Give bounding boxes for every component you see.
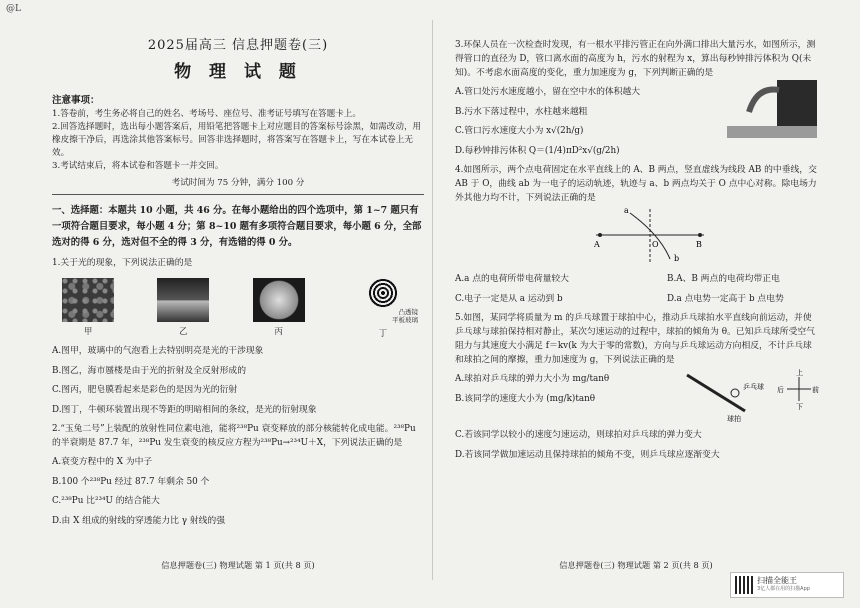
note-item: 2.回答选择题时，选出每小题答案后，用铅笔把答题卡上对应题目的答案标号涂黑，如需改动，用橡皮擦干净后，再选涂其他答案标号。回答非选择题时，将答案写在答题卡上，写在本试卷上无效。 (52, 122, 422, 158)
page-1 (52, 30, 424, 585)
option: A.衰变方程中的 X 为中子 (52, 457, 153, 467)
figure-mirage (157, 278, 209, 339)
qr-code-icon (735, 576, 753, 594)
figure-bubble-glass (62, 278, 114, 339)
question-5-stem: 5.如图，某同学将质量为 m 的乒乓球置于球拍中心，推动乒乓球拍水平直线向前运动，并使乒乓球与球拍保持相对静止，某次匀速运动的过程中，球拍的倾角为 θ。已知乒乓球所受空气阻力与其速度大小满足 f＝kv(k 为大于零的常数)，方向与乒乓球运动方向相反，不计乒乓球和球拍之间的摩擦，重力加速度为 g，下列说法正确的是 (455, 313, 815, 365)
section-instruction: 一、选择题：本题共 10 小题，共 46 分。在每小题给出的四个选项中，第 1~7 题只有一项符合题目要求，每小题 4 分；第 8~10 题有多项符合题目要求，每小题 6 分，全部选对的得 6 分，选对但不全的得 3 分，有选错的得 0 分。 (52, 205, 422, 248)
bubble-image (62, 278, 114, 322)
option: D.a 点电势一定高于 b 点电势 (667, 293, 784, 304)
option: B.图乙，海市蜃楼是由于光的折射及全反射形成的 (52, 365, 246, 376)
exam-subject: 物 理 试 题 (174, 62, 302, 82)
scanner-sub: 3亿人都在用的扫描App (757, 586, 810, 592)
option: D.图丁，牛顿环装置出现不等距的明暗相间的条纹，是光的衍射现象 (52, 404, 317, 415)
option: C.图丙，肥皂膜看起来是彩色的是因为光的衍射 (52, 385, 238, 395)
figure-label: 丁 (378, 328, 388, 338)
option: C.若该同学以较小的速度匀速运动，则球拍对乒乓球的弹力变大 (455, 430, 702, 440)
figure-newton-rings (348, 278, 418, 339)
option: A.a 点的电荷所带电荷量较大 (455, 274, 569, 284)
option: A.图甲，玻璃中的气泡看上去特别明亮是光的干涉现象 (52, 346, 264, 356)
question-1-figures (62, 278, 418, 339)
scanner-stamp (730, 572, 844, 598)
question-4-stem: 4.如图所示，两个点电荷固定在水平直线上的 A、B 两点，竖直虚线为线段 AB 的中垂线，交 AB 于 O，曲线 ab 为一电子的运动轨迹，轨迹与 a、b 两点均关于 O 点中心对称。除电场力外其他力均不计，下列说法正确的是 (455, 165, 817, 203)
question-4-options-row-2 (455, 287, 817, 307)
option: B.该同学的速度大小为 (mg/k)tanθ (455, 393, 596, 404)
exam-title: 2025届高三 信息押题卷(三) (147, 38, 329, 53)
figure-soap-film (253, 278, 305, 339)
page-2-footer: 信息押题卷(三) 物理试题 第 2 页(共 8 页) (559, 560, 713, 570)
figure-label: 甲 (83, 326, 93, 336)
page-1-footer: 信息押题卷(三) 物理试题 第 1 页(共 8 页) (161, 560, 315, 570)
mirage-image (157, 278, 209, 322)
question-4-options-row-1 (455, 267, 817, 287)
point-label-a-upper: A (594, 240, 600, 249)
question-4-figure (455, 205, 817, 267)
figure-label: 丙 (274, 326, 283, 336)
option: A.管口处污水速度越小，留在空中水的体积越大 (455, 87, 641, 97)
point-label-o: O (652, 240, 659, 249)
scanner-stamp-text (757, 576, 810, 594)
option: A.球拍对乒乓球的弹力大小为 mg/tanθ (455, 374, 610, 384)
page-2 (455, 30, 817, 585)
option: D.每秒钟排污体积 Q＝(1/4)πD²x√(g/2h) (455, 145, 620, 156)
notes-heading: 注意事项： (52, 95, 100, 106)
time-info: 考试时间为 75 分钟，满分 100 分 (171, 178, 305, 188)
direction-back: 后 (777, 386, 784, 394)
point-label-a-lower: a (624, 206, 629, 215)
option: C.管口污水速度大小为 x√(2h/g) (455, 126, 584, 136)
scanner-name: 扫描全能王 (757, 576, 797, 585)
note-item: 3.考试结束后，将本试卷和答题卡一并交回。 (52, 161, 224, 171)
option: B.污水下落过程中，水柱越来越粗 (455, 106, 588, 117)
sewage-pipe-figure (727, 80, 817, 142)
glass-label: 平板玻璃 (391, 316, 418, 324)
newton-rings-image (368, 278, 398, 308)
soap-film-image (253, 278, 305, 322)
question-3-stem: 3.环保人员在一次检查时发现，有一根水平排污管正在向外满口排出大量污水，如图所示，测得管口的直径为 D，管口离水面的高度为 h，污水的射程为 x，算出每秒钟排污体积为 Q(未知)。不考虑水面高度的变化，重力加速度为 g，下列判断正确的是 (455, 40, 816, 78)
option: D.由 X 组成的射线的穿透能力比 γ 射线的强 (52, 515, 225, 526)
paddle-label: 球拍 (727, 415, 741, 423)
question-1-stem: 1.关于光的现象，下列说法正确的是 (52, 258, 193, 268)
page-divider (432, 20, 433, 580)
option: C.电子一定是从 a 运动到 b (455, 293, 563, 304)
question-2-stem: 2.“玉兔二号”上装配的放射性同位素电池，能将²³⁸Pu 衰变释放的部分核能转化成电能。²³⁸Pu 的半衰期是 87.7 年，²³⁸Pu 发生衰变的核反应方程为²³⁸Pu→²³⁴U＋X，下列说法正确的是 (52, 424, 416, 448)
figure-label: 乙 (179, 326, 188, 336)
direction-up: 上 (796, 369, 803, 377)
ping-pong-figure (677, 367, 817, 429)
option: D.若该同学做加速运动且保持球拍的倾角不变，则乒乓球应逐渐变大 (455, 449, 720, 460)
divider-line (52, 194, 424, 195)
ball-label: 乒乓球 (743, 383, 764, 391)
note-item: 1.答卷前，考生务必将自己的姓名、考场号、座位号、准考证号填写在答题卡上。 (52, 109, 361, 119)
point-label-b-upper: B (696, 240, 702, 249)
option: B.100 个²³⁸Pu 经过 87.7 年剩余 50 个 (52, 476, 210, 487)
direction-down: 下 (796, 403, 803, 411)
direction-front: 前 (812, 386, 819, 394)
lens-label: 凸透镜 (398, 308, 418, 316)
option: C.²³⁸Pu 比²³⁴U 的结合能大 (52, 496, 160, 506)
corner-mark: @L (6, 4, 21, 14)
option: B.A、B 两点的电荷均带正电 (667, 274, 780, 284)
point-label-b-lower: b (674, 254, 680, 263)
